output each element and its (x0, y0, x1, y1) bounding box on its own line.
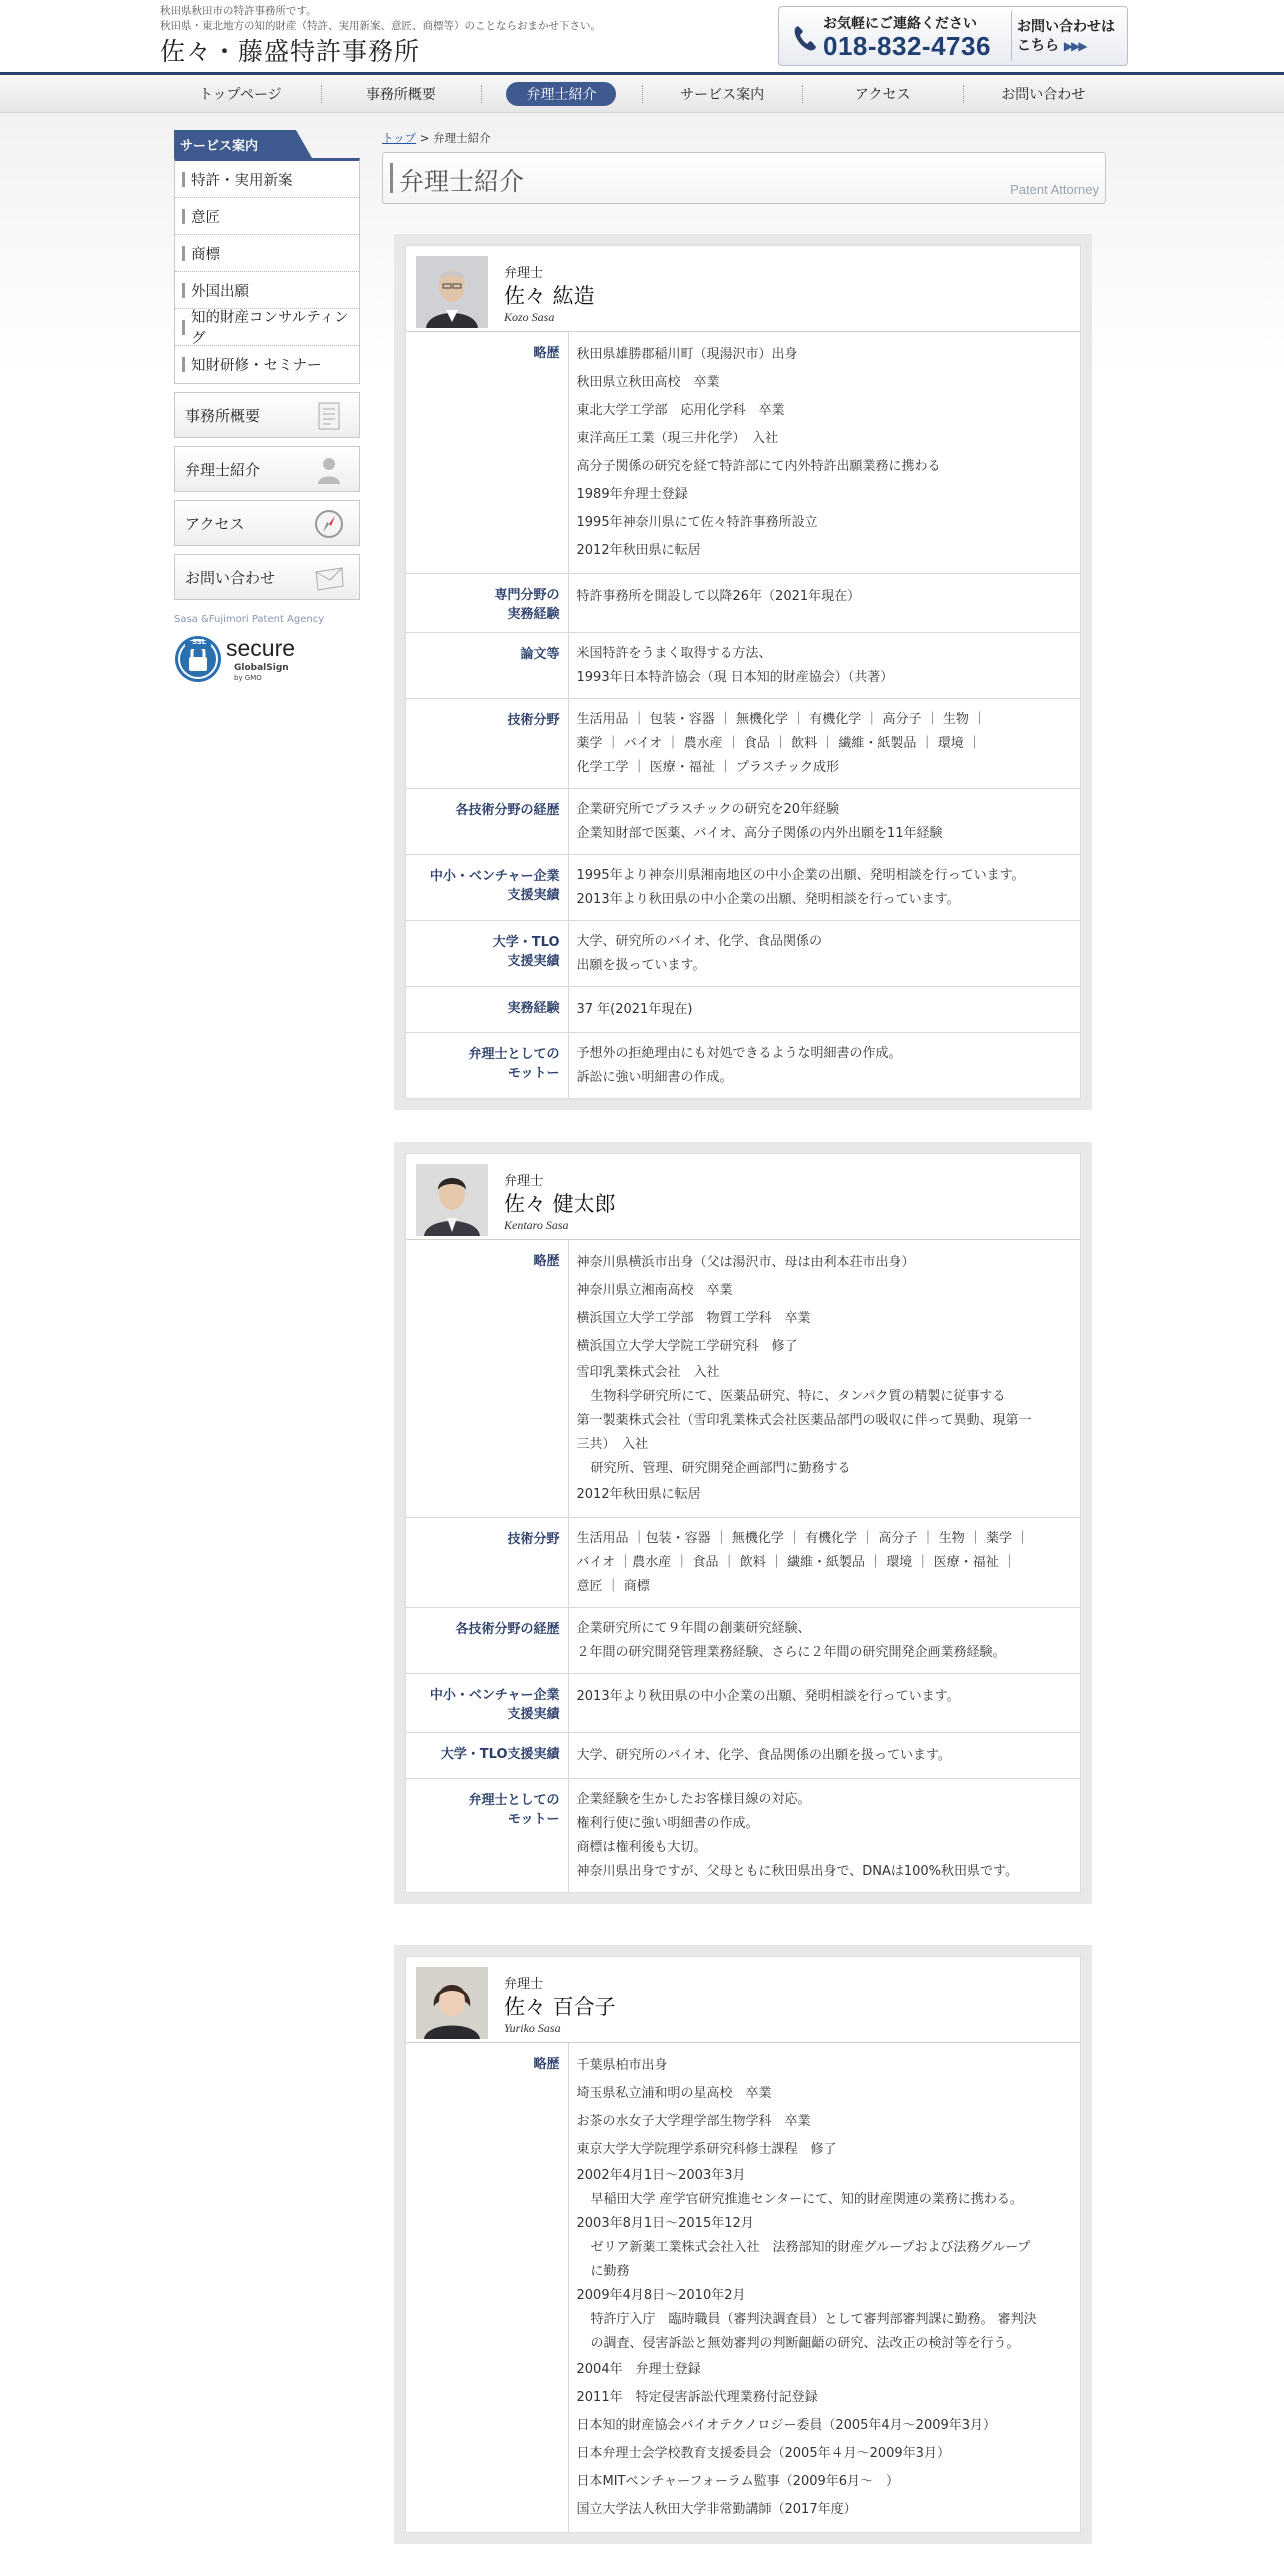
site-header (0, 0, 1284, 74)
contact-link-line-2: こちら (1017, 38, 1059, 54)
attorney-header (406, 1957, 1080, 2043)
profile-value-line: バイオ ｜農水産 ｜ 食品 ｜ 飲料 ｜ 繊維・紙製品 ｜ 環境 ｜ 医療・福祉 ｜ (576, 1555, 1016, 1570)
phone-icon (791, 23, 819, 53)
profile-label-line: 支援実績 (507, 888, 560, 903)
document-icon (313, 400, 345, 432)
profile-label (406, 921, 568, 987)
profile-value-line: 千葉県柏市出身 (576, 2058, 668, 2073)
profile-value-line: 三共） 入社 (576, 1437, 649, 1452)
profile-value-line: 生活用品 ｜ 包装・容器 ｜ 無機化学 ｜ 有機化学 ｜ 高分子 ｜ 生物 ｜ (576, 712, 986, 727)
profile-row (406, 921, 1080, 987)
nav-item[interactable] (642, 75, 803, 113)
profile-value-line: 第一製薬株式会社（雪印乳業株式会社医薬品部門の吸収に伴って異動、現第一 (576, 1413, 1032, 1428)
profile-value-line: 日本MITベンチャーフォーラム監事（2009年6月～ ） (576, 2474, 900, 2489)
profile-value-line: 37 年(2021年現在) (576, 1002, 693, 1017)
profile-label-line: 大学・TLO (492, 935, 560, 950)
profile-label (406, 1033, 568, 1099)
profile-value (568, 1733, 1080, 1779)
profile-label (406, 574, 568, 633)
profile-label (406, 332, 568, 574)
profile-row (406, 1240, 1080, 1518)
profile-value (568, 855, 1080, 921)
attorney-name: 佐々 健太郎 (504, 1192, 616, 1216)
profile-value-line: 早稲田大学 産学官研究推進センターにて、知的財産関連の業務に携わる。 (590, 2192, 1023, 2207)
page-title-box (382, 152, 1106, 204)
profile-value (568, 1240, 1080, 1518)
profile-value (568, 1518, 1080, 1608)
attorney-profile-table (406, 1240, 1080, 1892)
profile-label-line: 技術分野 (507, 1532, 560, 1547)
profile-label (406, 1674, 568, 1733)
profile-label-line: 大学・TLO支援実績 (440, 1747, 560, 1762)
profile-row (406, 574, 1080, 633)
profile-label-line: 論文等 (520, 647, 560, 662)
sidebar-service-list (174, 158, 360, 384)
profile-row (406, 1779, 1080, 1893)
attorney-name: 佐々 百合子 (504, 1995, 616, 2019)
breadcrumb-separator: > (416, 131, 434, 145)
breadcrumb-home-link[interactable]: トップ (382, 131, 417, 145)
profile-value-line: 東北大学工学部 応用化学科 卒業 (576, 403, 785, 418)
sidebar-link-label: お問い合わせ (185, 568, 276, 587)
profile-value-line: 企業研究所にて９年間の創薬研究経験、 (576, 1621, 811, 1636)
profile-row (406, 1518, 1080, 1608)
profile-value (568, 1608, 1080, 1674)
profile-label-line: 専門分野の (494, 588, 560, 603)
profile-value-line: 2012年秋田県に転居 (576, 1487, 701, 1502)
profile-label (406, 1608, 568, 1674)
profile-value (568, 1033, 1080, 1099)
profile-value (568, 1674, 1080, 1733)
attorney-profile-table (406, 2043, 1080, 2532)
attorney-card (394, 1142, 1092, 1904)
profile-value-line: 企業研究所でプラスチックの研究を20年経験 (576, 802, 840, 817)
profile-value (568, 921, 1080, 987)
phone-contact-banner[interactable] (778, 6, 1128, 66)
tagline-line-1: 秋田県秋田市の特許事務所です。 (160, 5, 317, 17)
header-tagline (160, 4, 601, 34)
profile-value-line: 企業経験を生かしたお客様目線の対応。 (576, 1792, 811, 1807)
profile-value-line: 1993年日本特許協会（現 日本知的財産協会）（共著） (576, 670, 894, 685)
page-title: 弁理士紹介 (399, 167, 525, 196)
contact-link[interactable] (1017, 18, 1115, 56)
profile-value-line: 予想外の拒絶理由にも対処できるような明細書の作成。 (576, 1046, 902, 1061)
profile-value-line: 特許事務所を開設して以降26年（2021年現在） (576, 589, 861, 604)
profile-row (406, 1674, 1080, 1733)
attorney-card-inner (405, 1956, 1081, 2533)
profile-value-line: 2013年より秋田県の中小企業の出願、発明相談を行っています。 (576, 892, 960, 907)
profile-value-line: ２年間の研究開発管理業務経験、さらに２年間の研究開発企画業務経験。 (576, 1645, 1006, 1660)
profile-value-line: 薬学 ｜ バイオ ｜ 農水産 ｜ 食品 ｜ 飲料 ｜ 繊維・紙製品 ｜ 環境 ｜ (576, 736, 981, 751)
ssl-secure-text: secure (226, 635, 296, 661)
attorney-name-roman: Kozo Sasa (504, 310, 555, 324)
profile-label-line: 略歴 (533, 1254, 560, 1269)
attorney-role: 弁理士 (504, 266, 544, 281)
profile-row (406, 1608, 1080, 1674)
nav-item-label: 事務所概要 (365, 87, 436, 103)
sidebar-link[interactable] (174, 554, 360, 600)
profile-value-line: 秋田県立秋田高校 卒業 (576, 375, 720, 390)
profile-value (568, 1779, 1080, 1893)
profile-value-line: 2011年 特定侵害訴訟代理業務付記登録 (576, 2390, 818, 2405)
profile-value-line: 横浜国立大学工学部 物質工学科 卒業 (576, 1311, 811, 1326)
sidebar-service-item[interactable]: 知的財産コンサルティング (175, 309, 359, 346)
sidebar-service-item[interactable]: 商標 (175, 235, 359, 272)
profile-value-line: 東洋高圧工業（現三井化学） 入社 (576, 431, 779, 446)
compass-icon (313, 508, 345, 540)
attorney-header (406, 1154, 1080, 1240)
attorney-role: 弁理士 (504, 1174, 544, 1189)
profile-value-line: 研究所、管理、研究開発企画部門に勤務する (590, 1461, 851, 1476)
ssl-badge-text: SSL (192, 638, 207, 646)
profile-value-line: 日本知的財産協会バイオテクノロジー委員（2005年4月～2009年3月） (576, 2418, 997, 2433)
main-content (382, 130, 1106, 204)
attorney-name: 佐々 紘造 (504, 284, 595, 308)
profile-label (406, 1240, 568, 1518)
profile-value-line: 大学、研究所のバイオ、化学、食品関係の (576, 934, 822, 949)
profile-row (406, 987, 1080, 1033)
profile-label (406, 1779, 568, 1893)
profile-value (568, 789, 1080, 855)
profile-label-line: 実務経験 (507, 607, 560, 622)
profile-row (406, 1733, 1080, 1779)
profile-label-line: 弁理士としての (468, 1793, 560, 1808)
profile-value-line: 1989年弁理士登録 (576, 487, 688, 502)
sidebar-link-label: アクセス (185, 514, 245, 533)
profile-value (568, 574, 1080, 633)
profile-label-line: 各技術分野の経歴 (455, 803, 560, 818)
profile-label (406, 789, 568, 855)
profile-value-line: 1995年神奈川県にて佐々特許事務所設立 (576, 515, 818, 530)
sidebar-link-label: 弁理士紹介 (185, 460, 261, 479)
profile-value-line: 横浜国立大学大学院工学研究科 修了 (576, 1339, 798, 1354)
profile-label-line: モットー (507, 1066, 560, 1081)
profile-value-line: 化学工学 ｜ 医療・福祉 ｜ プラスチック成形 (576, 760, 839, 775)
profile-label (406, 987, 568, 1033)
profile-value (568, 987, 1080, 1033)
profile-value-line: 企業知財部で医薬、バイオ、高分子関係の内外出願を11年経験 (576, 826, 943, 841)
profile-value-line: 埼玉県私立浦和明の星高校 卒業 (576, 2086, 772, 2101)
profile-value-line: 2004年 弁理士登録 (576, 2362, 701, 2377)
profile-value-line: 国立大学法人秋田大学非常勤講師（2017年度） (576, 2502, 857, 2517)
profile-value-line: 2012年秋田県に転居 (576, 543, 701, 558)
profile-label (406, 855, 568, 921)
tagline-line-2: 秋田県・東北地方の知的財産（特許、実用新案、意匠、商標等）のことならおまかせ下さい。 (160, 20, 601, 32)
profile-value (568, 633, 1080, 699)
profile-label (406, 1518, 568, 1608)
site-title-logo[interactable]: 佐々・藤盛特許事務所 (160, 37, 421, 66)
profile-label-line: モットー (507, 1812, 560, 1827)
attorney-role: 弁理士 (504, 1977, 544, 1992)
attorney-name-roman: Yuriko Sasa (504, 2021, 561, 2035)
profile-label (406, 2043, 568, 2532)
attorney-card-inner (405, 1153, 1081, 1893)
profile-value-line: 大学、研究所のバイオ、化学、食品関係の出願を扱っています。 (576, 1748, 951, 1763)
profile-label-line: 中小・ベンチャー企業 (429, 869, 560, 884)
attorney-card (394, 1945, 1092, 2544)
profile-value-line: 商標は権利後も大切。 (576, 1840, 707, 1855)
profile-value-line: 雪印乳業株式会社 入社 (576, 1365, 720, 1380)
profile-label (406, 1733, 568, 1779)
sidebar-service-item[interactable]: 意匠 (175, 198, 359, 235)
profile-value-line: 日本弁理士会学校教育支援委員会（2005年４月～2009年3月） (576, 2446, 950, 2461)
profile-value-line: 1995年より神奈川県湘南地区の中小企業の出願、発明相談を行っています。 (576, 868, 1025, 883)
profile-label (406, 699, 568, 789)
profile-value-line: 2003年8月1日～2015年12月 (576, 2216, 754, 2231)
sidebar-link-label: 事務所概要 (185, 406, 261, 425)
sidebar-footer: Sasa &Fujimori Patent Agency (174, 614, 325, 625)
profile-value-line: 2013年より秋田県の中小企業の出願、発明相談を行っています。 (576, 1689, 960, 1704)
nav-item-label: トップページ (198, 87, 282, 103)
profile-value-line: 東京大学大学院理学系研究科修士課程 修了 (576, 2142, 837, 2157)
attorney-profile-table (406, 332, 1080, 1098)
page-title-english: Patent Attorney (1010, 182, 1099, 197)
nav-list (160, 75, 1124, 113)
contact-link-line-1: お問い合わせは (1017, 19, 1115, 35)
phone-divider (1011, 11, 1012, 61)
profile-row (406, 789, 1080, 855)
profile-value-line: 神奈川県出身ですが、父母ともに秋田県出身で、DNAは100%秋田県です。 (576, 1864, 1018, 1879)
profile-value-line: 神奈川県立湘南高校 卒業 (576, 1283, 733, 1298)
breadcrumb (382, 130, 1106, 148)
profile-value-line: お茶の水女子大学理学部生物学科 卒業 (576, 2114, 811, 2129)
profile-value-line: 意匠 ｜ 商標 (576, 1579, 650, 1594)
profile-value-line: 特許庁入庁 臨時職員（審判決調査員）として審判部審判課に勤務。 審判決 (590, 2312, 1037, 2327)
profile-value (568, 699, 1080, 789)
profile-value-line: 出願を扱っています。 (576, 958, 706, 973)
sidebar (174, 130, 360, 685)
person-icon (313, 454, 345, 486)
profile-label-line: 支援実績 (507, 1707, 560, 1722)
profile-value-line: に勤務 (590, 2264, 630, 2279)
profile-value-line: 秋田県雄勝郡稲川町（現湯沢市）出身 (576, 347, 798, 362)
profile-row (406, 2043, 1080, 2532)
profile-value-line: 訴訟に強い明細書の作成。 (576, 1070, 733, 1085)
nav-item-label: 弁理士紹介 (506, 82, 616, 106)
attorney-photo (416, 256, 488, 328)
sidebar-link[interactable] (174, 500, 360, 546)
profile-value (568, 332, 1080, 574)
global-nav (0, 75, 1284, 113)
profile-row (406, 1033, 1080, 1099)
profile-value-line: 2009年4月8日～2010年2月 (576, 2288, 746, 2303)
profile-row (406, 699, 1080, 789)
profile-value-line: ゼリア新薬工業株式会社入社 法務部知的財産グループおよび法務グループ (590, 2240, 1031, 2255)
profile-row (406, 855, 1080, 921)
attorney-card (394, 234, 1092, 1110)
profile-value-line: 2002年4月1日～2003年3月 (576, 2168, 746, 2183)
profile-value-line: 米国特許をうまく取得する方法、 (576, 646, 772, 661)
profile-value (568, 2043, 1080, 2532)
profile-row (406, 633, 1080, 699)
nav-item[interactable] (481, 75, 642, 113)
breadcrumb-current: 弁理士紹介 (433, 131, 491, 145)
sidebar-service-item[interactable]: 特許・実用新案 (175, 161, 359, 198)
profile-value-line: 神奈川県横浜市出身（父は湯沢市、母は由利本荘市出身） (576, 1255, 915, 1270)
sidebar-service-item[interactable]: 外国出願 (175, 272, 359, 309)
profile-value-line: の調査、侵害訴訟と無効審判の判断齟齬の研究、法改正の検討等を行う。 (590, 2336, 1020, 2351)
phone-caption: お気軽にご連絡ください (823, 16, 977, 32)
nav-item-label: お問い合わせ (1001, 87, 1086, 103)
attorney-name-roman: Kentaro Sasa (504, 1218, 569, 1232)
sidebar-heading: サービス案内 (174, 130, 296, 158)
ssl-globalsign-text: GlobalSign (234, 663, 289, 673)
attorney-photo (416, 1164, 488, 1236)
triple-arrow-icon: ▶▶▶ (1063, 39, 1086, 53)
ssl-gmo-text: by GMO (234, 674, 262, 682)
ssl-seal[interactable] (174, 633, 304, 685)
attorney-card-inner (405, 245, 1081, 1099)
profile-value-line: 権利行使に強い明細書の作成。 (576, 1816, 759, 1831)
sidebar-service-item[interactable]: 知財研修・セミナー (175, 346, 359, 383)
profile-value-line: 高分子関係の研究を経て特許部にて内外特許出願業務に携わる (576, 459, 941, 474)
attorney-photo (416, 1967, 488, 2039)
profile-row (406, 332, 1080, 574)
nav-item-label: サービス案内 (680, 87, 765, 103)
phone-number[interactable]: 018-832-4736 (823, 31, 991, 61)
nav-item[interactable] (963, 75, 1124, 113)
profile-value-line: 生物科学研究所にて、医薬品研究、特に、タンパク質の精製に従事する (590, 1389, 1006, 1404)
profile-label (406, 633, 568, 699)
profile-label-line: 各技術分野の経歴 (455, 1622, 560, 1637)
sidebar-links (174, 392, 360, 600)
profile-label-line: 略歴 (533, 346, 560, 361)
nav-item-label: アクセス (854, 87, 911, 103)
sidebar-link[interactable] (174, 446, 360, 492)
nav-item[interactable] (802, 75, 963, 113)
profile-value-line: 生活用品 ｜包装・容器 ｜ 無機化学 ｜ 有機化学 ｜ 高分子 ｜ 生物 ｜ 薬学 ｜ (576, 1531, 1030, 1546)
attorney-header (406, 246, 1080, 332)
profile-label-line: 支援実績 (507, 954, 560, 969)
nav-item[interactable] (321, 75, 482, 113)
profile-label-line: 中小・ベンチャー企業 (429, 1688, 560, 1703)
profile-label-line: 技術分野 (507, 713, 560, 728)
profile-label-line: 略歴 (533, 2057, 560, 2072)
envelope-icon (313, 562, 345, 594)
profile-label-line: 弁理士としての (468, 1047, 560, 1062)
profile-label-line: 実務経験 (507, 1001, 560, 1016)
nav-item[interactable] (160, 75, 321, 113)
sidebar-link[interactable] (174, 392, 360, 438)
